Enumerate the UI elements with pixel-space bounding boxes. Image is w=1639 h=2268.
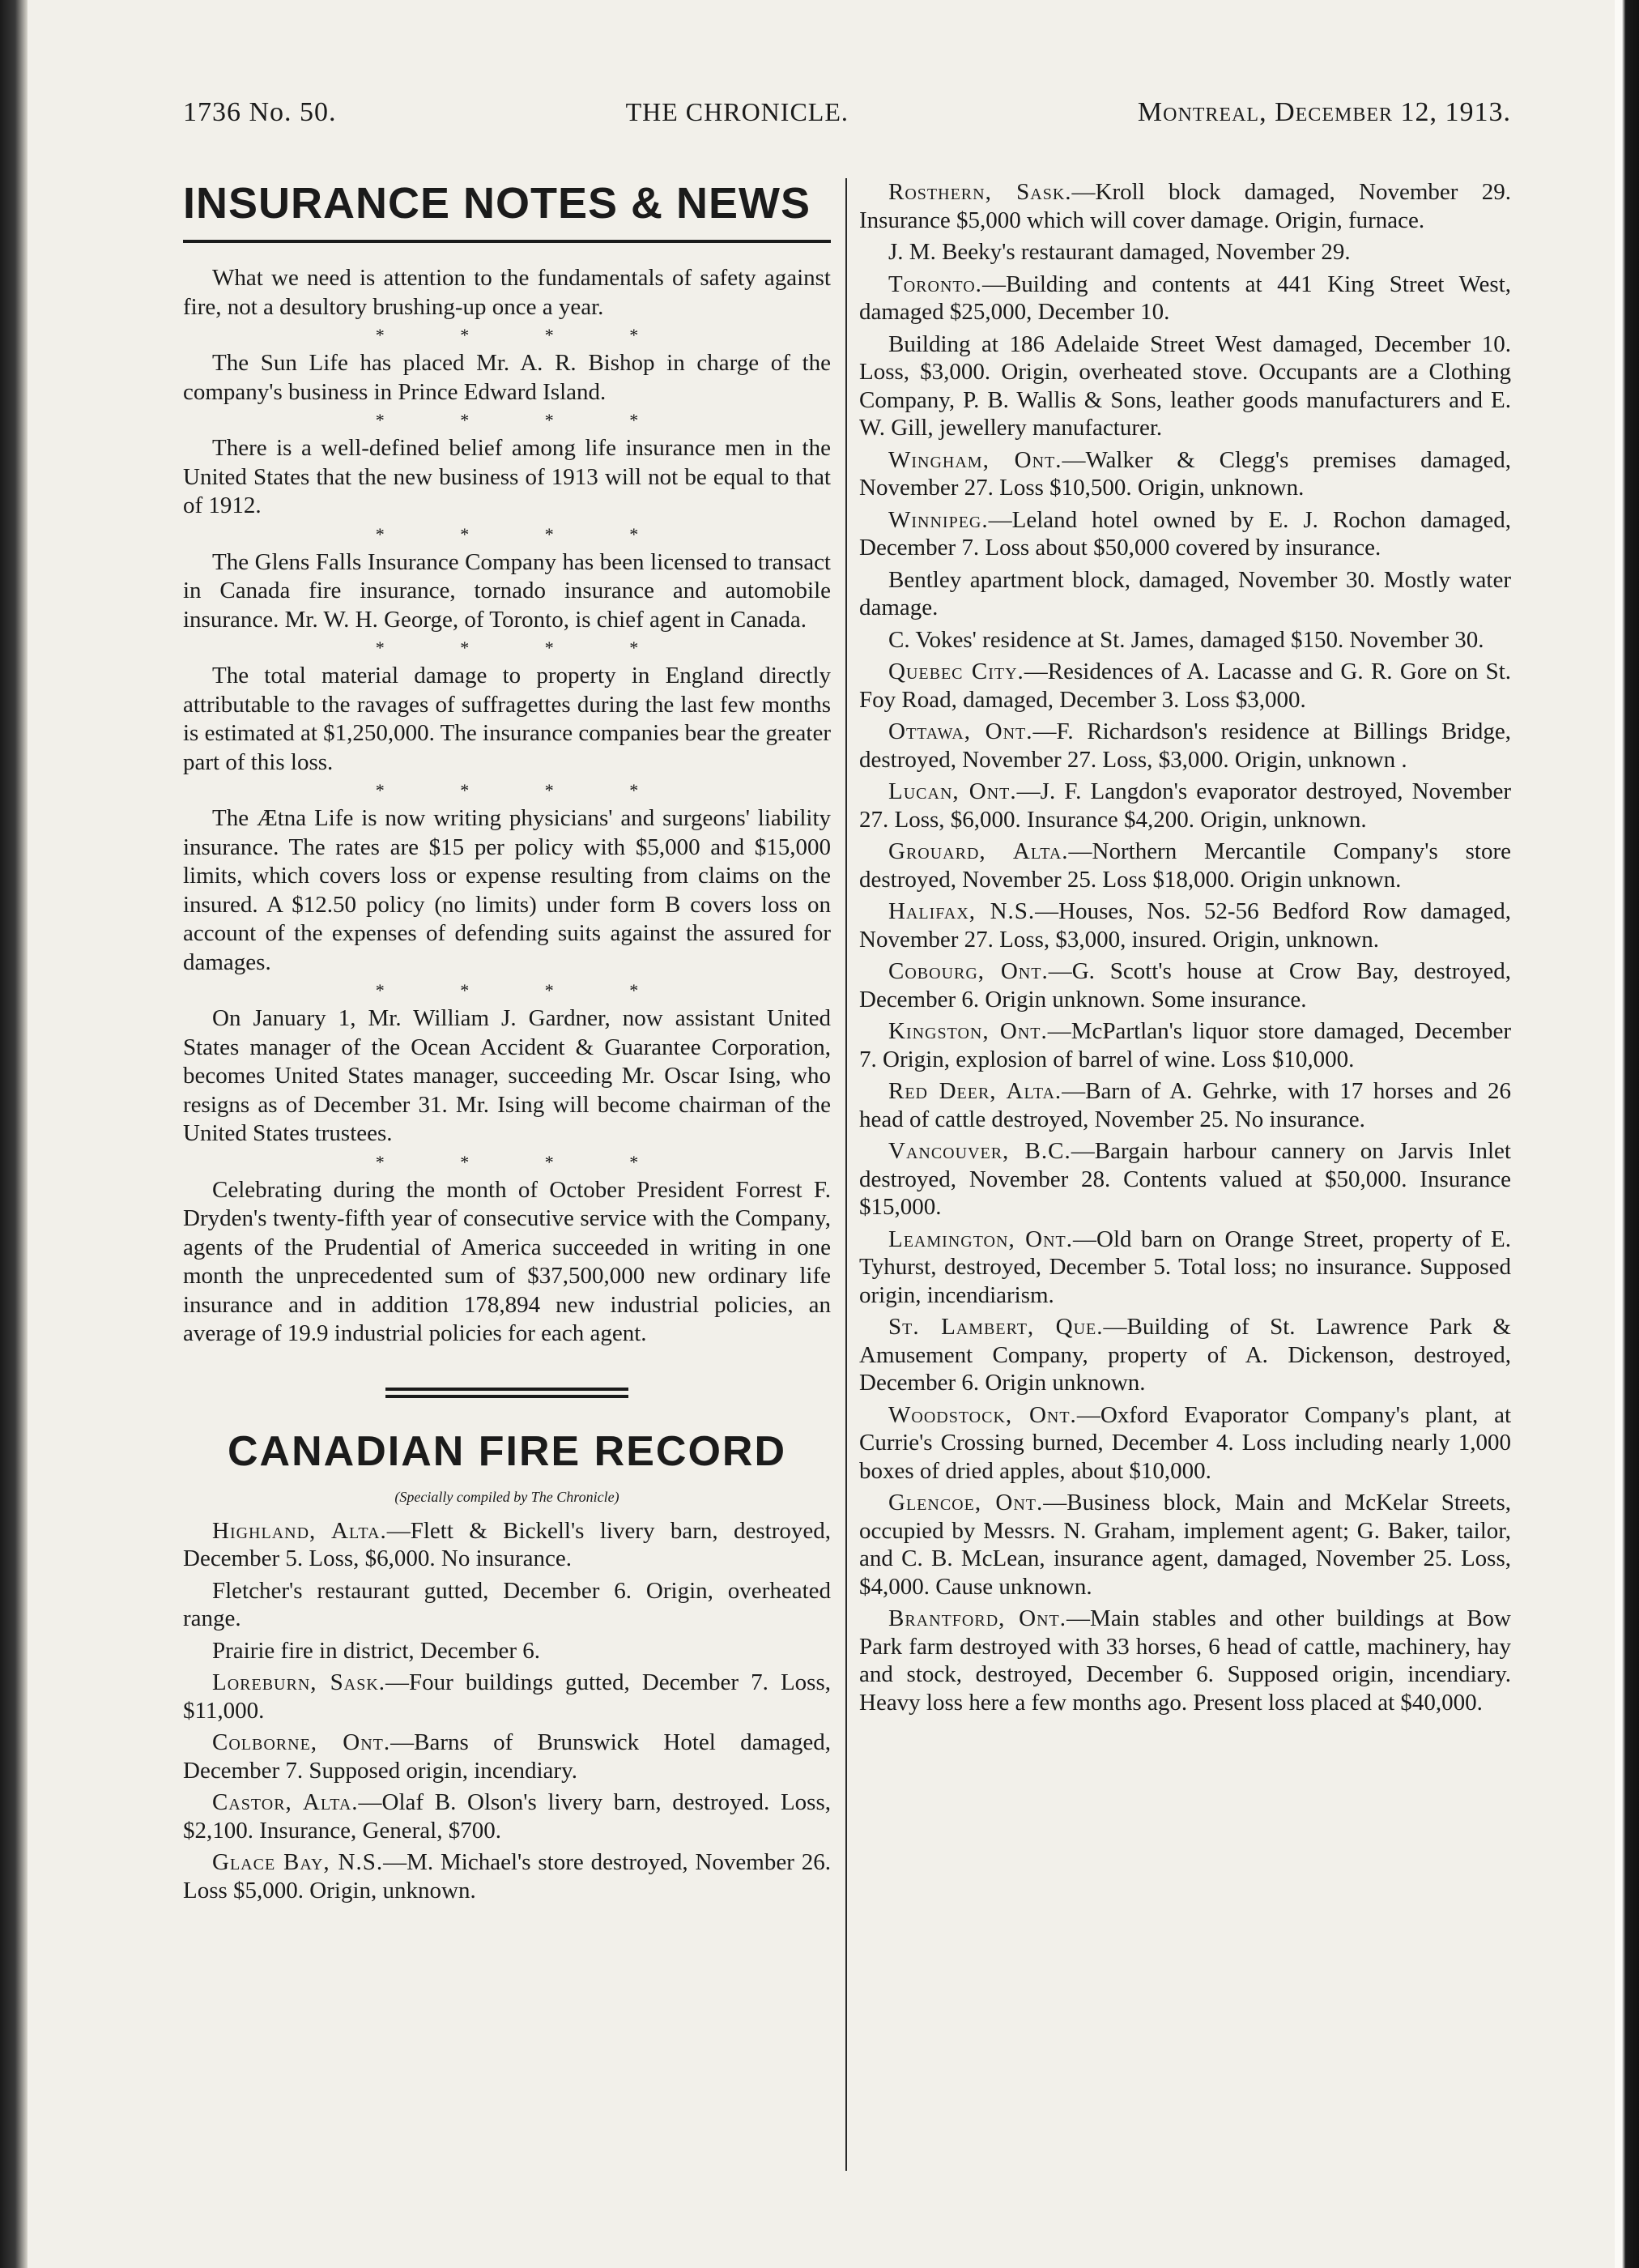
note-paragraph: The Ætna Life is now writing physicians' and surgeons' liability insurance. The rates are $15 per policy with $5,000 and $15,000 limits, which covers loss or expense resulting from claims on the insured. A $12.50 policy (no limits) under form B covers loss on account of the expenses of defending suits against the assured for damages.: [183, 805, 831, 975]
record-text: J. M. Beeky's restaurant damaged, November 29.: [888, 239, 1351, 265]
record-text: —G. Scott's house at Crow Bay, destroyed, December 6. Origin unknown. Some insurance.: [859, 958, 1512, 1013]
record-place: Highland, Alta.: [212, 1517, 387, 1544]
fire-record-entry: [859, 566, 1511, 622]
record-place: Kingston, Ont.: [888, 1018, 1048, 1044]
star-separator: * * * *: [375, 1151, 675, 1172]
fire-record-entry: [859, 658, 1511, 714]
fire-record-entry: [859, 897, 1511, 953]
fire-record-entry: [183, 1637, 831, 1665]
insurance-notes-heading: INSURANCE NOTES & NEWS: [183, 178, 831, 243]
fire-record-entry: [183, 1577, 831, 1633]
column-divider: [845, 178, 847, 2171]
note-paragraph: There is a well-defined belief among life insurance men in the United States that the new business of 1913 will not be equal to that of 1912.: [183, 435, 831, 518]
record-place: Leamington, Ont.: [888, 1226, 1074, 1252]
fire-record-entry: [859, 957, 1511, 1013]
page-header: [183, 97, 1511, 146]
note-paragraph: The Sun Life has placed Mr. A. R. Bishop in charge of the company's business in Prince Edward Island.: [183, 350, 831, 405]
record-text: —Barn of A. Gehrke, with 17 horses and 26 head of cattle destroyed, November 25. No insurance.: [859, 1078, 1511, 1132]
record-text: —Main stables and other buildings at Bow Park farm destroyed with 33 horses, 6 head of cattle, machinery, hay and stock, destroyed, December 6. Supposed origin, incendiary. Heavy loss here a few months ago. Present loss placed at $40,000.: [859, 1605, 1511, 1716]
star-separator: * * * *: [375, 325, 675, 345]
page-number: 1736 No. 50.: [183, 97, 337, 127]
record-text: —Kroll block damaged, November 29. Insurance $5,000 which will cover damage. Origin, furnace.: [859, 179, 1511, 233]
record-text: —Residences of A. Lacasse and G. R. Gore on St. Foy Road, damaged, December 3. Loss $3,000.: [859, 659, 1512, 713]
record-place: St. Lambert, Que.: [888, 1314, 1104, 1340]
fire-record-entry: [859, 838, 1511, 893]
record-place: Colborne, Ont.: [212, 1729, 391, 1755]
fire-record-entry: [859, 626, 1511, 654]
fire-record-heading: CANADIAN FIRE RECORD: [228, 1427, 786, 1475]
record-text: —Houses, Nos. 52-56 Bedford Row damaged, November 27. Loss, $3,000, insured. Origin, unknown.: [859, 898, 1511, 953]
fire-record-entry: [183, 1848, 831, 1904]
star-separator: * * * *: [375, 523, 675, 544]
record-place: Winnipeg.: [888, 506, 989, 533]
star-separator: * * * *: [375, 980, 675, 1000]
fire-record-entry: [859, 1605, 1511, 1716]
record-text: —Walker & Clegg's premises damaged, November 27. Loss $10,500. Origin, unknown.: [859, 446, 1511, 501]
record-text: C. Vokes' residence at St. James, damaged $150. November 30.: [888, 626, 1484, 653]
star-separator: * * * *: [375, 410, 675, 430]
note-paragraph: The total material damage to property in England directly attributable to the ravages of suffragettes during the last few months is estimated at $1,250,000. The insurance companies bear the greater part of this loss.: [183, 663, 831, 775]
note-paragraph: Celebrating during the month of October President Forrest F. Dryden's twenty-fifth year of consecutive service with the Company, agents of the Prudential of America succeeded in writing in one month the unprecedented sum of $37,500,000 new ordinary life insurance and in addition 178,894 new industrial policies, an average of 19.9 industrial policies for each agent.: [183, 1176, 831, 1346]
record-place: Lucan, Ont.: [888, 778, 1017, 804]
fire-record-entry: [859, 330, 1511, 442]
record-text: Prairie fire in district, December 6.: [212, 1637, 541, 1664]
fire-record-list-right: [859, 178, 1511, 1716]
fire-record-entry: [183, 1788, 831, 1844]
record-text: Bentley apartment block, damaged, November 30. Mostly water damage.: [859, 566, 1511, 620]
record-place: Cobourg, Ont.: [888, 958, 1049, 984]
record-text: —Flett & Bickell's livery barn, destroyed, December 5. Loss, $6,000. No insurance.: [183, 1517, 831, 1571]
record-text: —F. Richardson's residence at Billings Bridge, destroyed, November 27. Loss, $3,000. Origin, unknown .: [859, 718, 1512, 773]
note-paragraph: What we need is attention to the fundamentals of safety against fire, not a desultory brushing-up once a year.: [183, 265, 831, 320]
fire-record-entry: [859, 238, 1511, 266]
note-paragraph: The Glens Falls Insurance Company has been licensed to transact in Canada fire insurance, tornado insurance and automobile insurance. Mr. W. H. George, of Toronto, is chief agent in Canada.: [183, 548, 831, 633]
fire-record-entry: [859, 506, 1511, 562]
record-place: Brantford, Ont.: [888, 1605, 1067, 1631]
record-text: Fletcher's restaurant gutted, December 6. Origin, overheated range.: [183, 1577, 831, 1631]
left-column: [183, 178, 831, 1908]
star-separator: * * * *: [375, 637, 675, 658]
record-text: —Business block, Main and McKelar Streets, occupied by Messrs. N. Graham, implement agent; G. Baker, tailor, and C. B. McLean, insurance agent, damaged, November 25. Loss, $4,000. Cause unknown.: [859, 1490, 1511, 1600]
record-place: Vancouver, B.C.: [888, 1138, 1071, 1164]
record-place: Castor, Alta.: [212, 1789, 359, 1815]
book-binding-edge: [0, 0, 28, 2268]
fire-record-entry: [859, 1489, 1511, 1601]
record-text: —Old barn on Orange Street, property of E. Tyhurst, destroyed, December 5. Total loss; no insurance. Supposed origin, incendiarism.: [859, 1226, 1511, 1308]
note-paragraph: On January 1, Mr. William J. Gardner, now assistant United States manager of the Ocean Accident & Guarantee Corporation, becomes United States manager, succeeding Mr. Oscar Ising, who resigns as of December 31. Mr. Ising will become chairman of the United States trustees.: [183, 1005, 831, 1146]
fire-record-entry: [859, 1401, 1511, 1486]
record-place: Rosthern, Sask.: [888, 179, 1072, 205]
fire-record-entry: [859, 718, 1511, 774]
fire-record-entry: [859, 1017, 1511, 1073]
fire-record-entry: [859, 1137, 1511, 1221]
fire-record-entry: [859, 778, 1511, 833]
fire-record-entry: [859, 271, 1511, 326]
record-text: —Leland hotel owned by E. J. Rochon damaged, December 7. Loss about $50,000 covered by insurance.: [859, 506, 1511, 561]
insurance-notes-list: [183, 264, 831, 1349]
record-place: Halifax, N.S.: [888, 898, 1036, 924]
fire-record-entry: [859, 1077, 1511, 1133]
record-text: —McPartlan's liquor store damaged, December 7. Origin, explosion of barrel of wine. Loss $10,000.: [859, 1018, 1511, 1072]
record-place: Woodstock, Ont.: [888, 1401, 1077, 1428]
fire-record-entry: [859, 1226, 1511, 1310]
record-text: Building at 186 Adelaide Street West damaged, December 10. Loss, $3,000. Origin, overheated stove. Occupants are a Clothing Company, P. B. Wallis & Sons, leather goods manufacturers and E. W. Gill, jewellery manufacturer.: [859, 330, 1511, 441]
record-place: Toronto.: [888, 271, 982, 297]
record-text: —Olaf B. Olson's livery barn, destroyed. Loss, $2,100. Insurance, General, $700.: [183, 1789, 831, 1844]
record-text: —J. F. Langdon's evaporator destroyed, November 27. Loss, $6,000. Insurance $4,200. Origin, unknown.: [859, 778, 1511, 833]
record-place: Quebec City.: [888, 659, 1024, 684]
record-text: —Oxford Evaporator Company's plant, at Currie's Crossing burned, December 4. Loss including nearly 1,000 boxes of dried apples, about $10,000.: [859, 1401, 1511, 1484]
fire-record-entry: [183, 1729, 831, 1784]
star-separator: * * * *: [375, 780, 675, 800]
record-text: —Four buildings gutted, December 7. Loss, $11,000.: [183, 1669, 831, 1724]
fire-record-entry: [183, 1669, 831, 1724]
record-place: Glace Bay, N.S.: [212, 1849, 384, 1875]
record-text: —M. Michael's store destroyed, November 26. Loss $5,000. Origin, unknown.: [183, 1849, 832, 1904]
record-place: Wingham, Ont.: [888, 446, 1062, 473]
section-double-rule: [385, 1388, 628, 1398]
record-place: Ottawa, Ont.: [888, 718, 1033, 744]
record-text: —Barns of Brunswick Hotel damaged, December 7. Supposed origin, incendiary.: [183, 1729, 832, 1784]
fire-record-subtitle: (Specially compiled by The Chronicle): [394, 1488, 619, 1505]
record-text: —Building of St. Lawrence Park & Amusement Company, property of A. Dickenson, destroyed, December 6. Origin unknown.: [859, 1314, 1511, 1396]
page-right-edge: [1615, 0, 1639, 2268]
record-text: —Northern Mercantile Company's store destroyed, November 25. Loss $18,000. Origin unknown.: [859, 838, 1511, 893]
newspaper-page: [183, 97, 1511, 2195]
fire-record-entry: [859, 446, 1511, 502]
record-place: Red Deer, Alta.: [888, 1078, 1062, 1104]
publication-title: THE CHRONICLE.: [625, 97, 849, 126]
fire-record-list-left: [183, 1517, 831, 1905]
fire-record-entry: [859, 1313, 1511, 1397]
record-text: —Building and contents at 441 King Street West, damaged $25,000, December 10.: [859, 271, 1511, 325]
record-text: —Bargain harbour cannery on Jarvis Inlet destroyed, November 28. Contents valued at $50,000. Insurance $15,000.: [859, 1138, 1511, 1220]
fire-record-entry: [183, 1517, 831, 1573]
record-place: Grouard, Alta.: [888, 838, 1069, 864]
right-column: [859, 178, 1511, 1720]
record-place: Glencoe, Ont.: [888, 1490, 1044, 1516]
issue-date: Montreal, December 12, 1913.: [1137, 97, 1511, 127]
record-place: Loreburn, Sask.: [212, 1669, 386, 1695]
fire-record-entry: [859, 178, 1511, 234]
